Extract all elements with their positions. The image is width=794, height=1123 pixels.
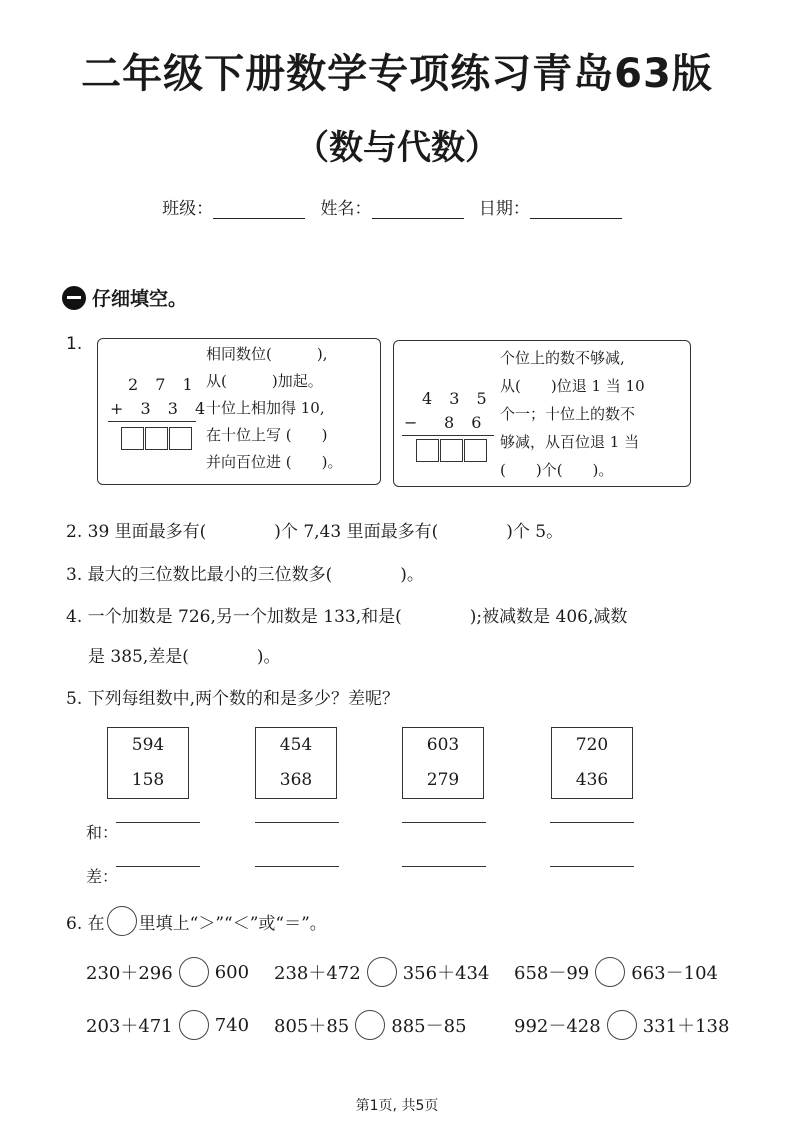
q6-instruction-circle-icon: [107, 906, 137, 936]
q1-left-text-line: 并向百位进 ( )。: [206, 453, 343, 471]
q5-text: 5. 下列每组数中,两个数的和是多少？差呢？: [66, 689, 400, 709]
section-heading-text: 仔细填空。: [92, 288, 188, 310]
date-blank[interactable]: [530, 202, 622, 219]
q6-answer-circle[interactable]: [367, 957, 397, 987]
q6-comparison: [514, 1010, 729, 1040]
q5-diff-blank[interactable]: [255, 866, 339, 867]
page-title: 二年级下册数学专项练习青岛63版: [81, 51, 713, 97]
class-label: 班级：: [162, 199, 214, 219]
q1-right-row1: 4 3 5: [422, 389, 493, 408]
q1-right-rule: [402, 435, 494, 436]
q1-left-text-line: 在十位上写 ( ): [206, 426, 328, 444]
q5-bottom-number: 368: [279, 770, 313, 790]
q6-left-expr: 992－428: [514, 1016, 601, 1037]
q6-text-prefix: 6. 在: [66, 913, 105, 934]
q1-left-text-line: 从( )加起。: [206, 372, 323, 390]
minus-circle-icon: [62, 286, 86, 310]
q4-text-line2: 是 385,差是( )。: [88, 647, 281, 667]
q5-top-number: 603: [426, 735, 460, 755]
q6-answer-circle[interactable]: [595, 957, 625, 987]
q5-top-number: 454: [279, 735, 313, 755]
q6-right-expr: 600: [214, 961, 250, 983]
student-info-row: [0, 194, 794, 219]
q1-right-text-line: ( )个( )。: [500, 461, 614, 479]
q6-right-expr: 663－104: [631, 963, 718, 984]
q1-right-text-line: 个一；十位上的数不: [500, 405, 636, 423]
q6-comparison: [274, 957, 489, 987]
q2-text: 2. 39 里面最多有( )个 7,43 里面最多有( )个 5。: [66, 522, 564, 542]
q3-text: 3. 最大的三位数比最小的三位数多( )。: [66, 565, 424, 585]
q5-sum-blank[interactable]: [255, 822, 339, 823]
q1-right-text-line: 个位上的数不够减,: [500, 349, 625, 367]
class-blank[interactable]: [213, 202, 305, 219]
q1-right-text-line: 从( )位退 1 当 10: [500, 377, 645, 395]
q1-left-rule: [108, 421, 196, 422]
q5-top-number: 594: [131, 735, 165, 755]
q5-number-group: [107, 727, 189, 799]
q6-comparison: [274, 1010, 467, 1040]
section-heading: [62, 284, 187, 311]
q5-bottom-number: 279: [426, 770, 460, 790]
q6-answer-circle[interactable]: [355, 1010, 385, 1040]
q5-number-group: [255, 727, 337, 799]
q5-diff-blank[interactable]: [550, 866, 634, 867]
q1-number: 1.: [66, 334, 83, 354]
q1-left-answer-box-2[interactable]: [145, 427, 168, 450]
date-label: 日期：: [478, 199, 530, 219]
q5-diff-blank[interactable]: [116, 866, 200, 867]
q5-sum-blank[interactable]: [116, 822, 200, 823]
q1-right-answer-box-1[interactable]: [416, 439, 439, 462]
q6-comparison: [514, 957, 718, 987]
page-subtitle: （数与代数）: [295, 128, 499, 168]
q6-comparison: [86, 957, 249, 987]
q6-answer-circle[interactable]: [607, 1010, 637, 1040]
q1-left-text-line: 相同数位( ),: [206, 345, 328, 363]
q6-left-expr: 230＋296: [86, 963, 173, 984]
q5-top-number: 720: [575, 735, 609, 755]
name-label: 姓名：: [320, 199, 372, 219]
q1-left-answer-box-1[interactable]: [121, 427, 144, 450]
q1-left-row1: 2 7 1: [128, 375, 199, 394]
q4-text-line1: 4. 一个加数是 726,另一个加数是 133,和是( );被减数是 406,减数: [66, 607, 628, 627]
q1-right-answer-box-3[interactable]: [464, 439, 487, 462]
q6-left-expr: 658－99: [514, 963, 590, 984]
q5-sum-blank[interactable]: [402, 822, 486, 823]
q6-text: [66, 906, 327, 936]
q6-right-expr: 885－85: [391, 1016, 467, 1037]
q1-left-box: [97, 338, 381, 485]
q1-right-box: [393, 340, 691, 487]
q5-sum-label: 和：: [86, 823, 119, 842]
q1-left-answer-box-3[interactable]: [169, 427, 192, 450]
q6-right-expr: 356＋434: [402, 963, 490, 984]
q5-diff-blank[interactable]: [402, 866, 486, 867]
q5-sum-blank[interactable]: [550, 822, 634, 823]
q1-right-minus: −: [404, 413, 424, 432]
q6-left-expr: 203＋471: [86, 1016, 173, 1037]
q6-left-expr: 805＋85: [274, 1016, 350, 1037]
q1-left-row2: + 3 3 4: [110, 399, 212, 418]
q5-number-group: [551, 727, 633, 799]
q1-left-text-line: 十位上相加得 10,: [206, 399, 325, 417]
q1-right-row2: 8 6: [444, 413, 488, 432]
q6-right-expr: 740: [214, 1014, 250, 1036]
q1-right-text-line: 够减，从百位退 1 当: [500, 433, 640, 451]
q1-right-answer-box-2[interactable]: [440, 439, 463, 462]
name-blank[interactable]: [372, 202, 464, 219]
q6-right-expr: 331＋138: [642, 1016, 730, 1037]
q5-bottom-number: 158: [131, 770, 165, 790]
q5-diff-label: 差：: [86, 867, 119, 886]
q6-left-expr: 238＋472: [274, 963, 361, 984]
q6-answer-circle[interactable]: [179, 1010, 209, 1040]
q6-text-suffix: 里填上“＞”“＜”或“＝”。: [138, 913, 327, 934]
q5-number-group: [402, 727, 484, 799]
q5-bottom-number: 436: [575, 770, 609, 790]
page-footer: 第1页, 共5页: [355, 1098, 439, 1114]
q6-answer-circle[interactable]: [179, 957, 209, 987]
q6-comparison: [86, 1010, 249, 1040]
